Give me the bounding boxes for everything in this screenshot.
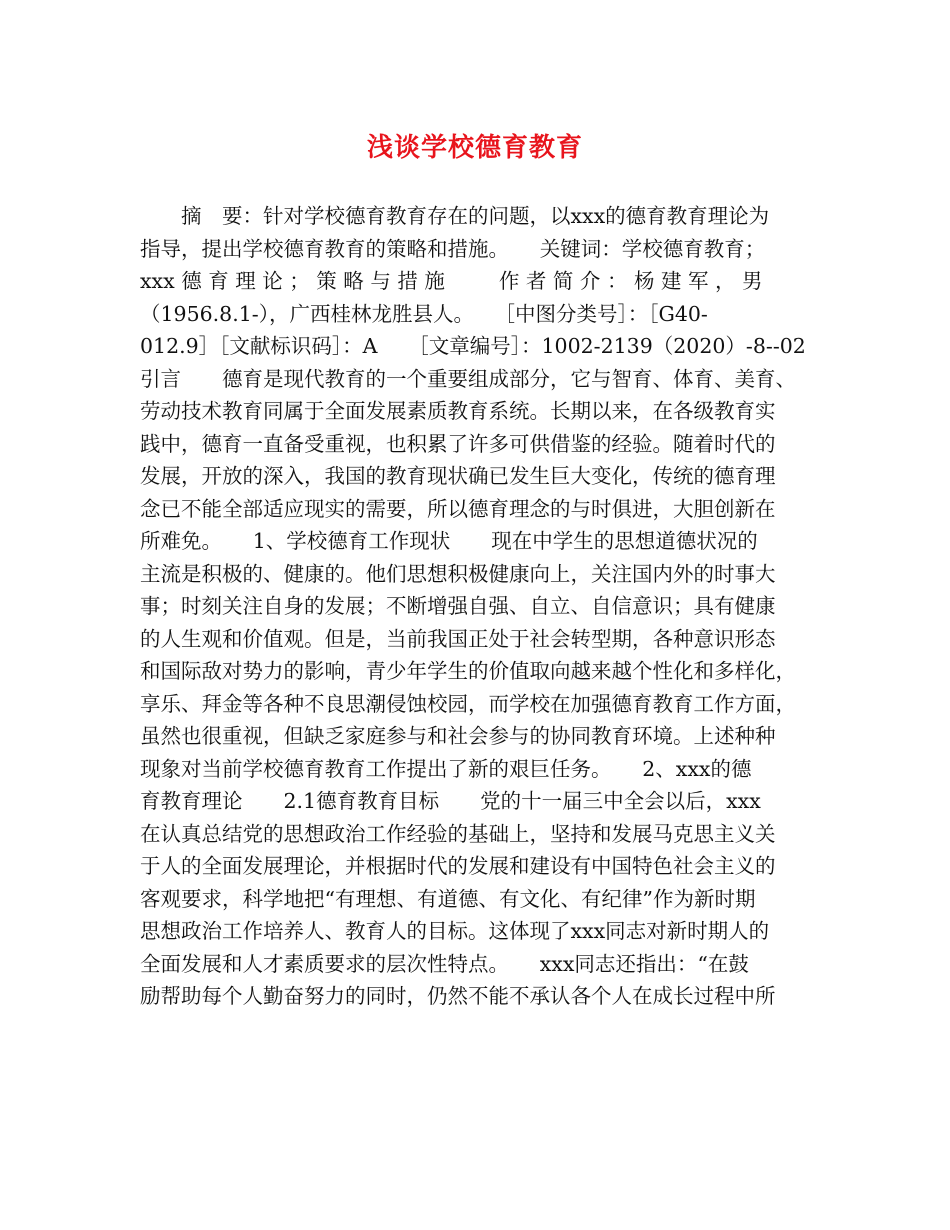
body-line: （1956.8.1-），广西桂林龙胜县人。 ［中图分类号］：［G40- (140, 301, 708, 326)
body-line: 主流是积极的、健康的。他们思想积极健康向上，关注国内外的时事大 (140, 561, 776, 586)
body-line: 事；时刻关注自身的发展；不断增强自强、自立、自信意识；具有健康 (140, 594, 776, 618)
body-line: 思想政治工作培养人、教育人的目标。这体现了xxx同志对新时期人的 (140, 919, 770, 943)
body-line: 的人生观和价值观。但是，当前我国正处于社会转型期，各种意识形态 (140, 626, 776, 651)
body-line: 客观要求，科学地把“有理想、有道德、有文化、有纪律”作为新时期 (140, 886, 756, 911)
body-line: 发展，开放的深入，我国的教育现状确已发生巨大变化，传统的德育理 (140, 464, 776, 488)
body-line: 践中，德育一直备受重视，也积累了许多可供借鉴的经验。随着时代的 (140, 431, 776, 456)
body-line: 享乐、拜金等各种不良思潮侵蚀校园，而学校在加强德育教育工作方面， (140, 691, 796, 716)
body-line: 育教育理论 2.1德育教育目标 党的十一届三中全会以后，xxx (140, 789, 761, 813)
body-line: 指导，提出学校德育教育的策略和措施。 关键词：学校德育教育； (140, 236, 766, 261)
body-line: 引言 德育是现代教育的一个重要组成部分，它与智育、体育、美育、 (140, 366, 796, 391)
body-line: 于人的全面发展理论，并根据时代的发展和建设有中国特色社会主义的 (140, 854, 776, 878)
body-line: 在认真总结党的思想政治工作经验的基础上，坚持和发展马克思主义关 (140, 821, 776, 846)
document-body (140, 200, 816, 1013)
body-line: 所难免。 1、学校德育工作现状 现在中学生的思想道德状况的 (140, 529, 758, 553)
document-title: 浅谈学校德育教育 (366, 133, 583, 163)
body-line: 和国际敌对势力的影响，青少年学生的价值取向越来越个性化和多样化， (140, 659, 796, 683)
body-line: 虽然也很重视，但缺乏家庭参与和社会参与的协同教育环境。上述种种 (140, 724, 776, 748)
body-line: 摘 要：针对学校德育教育存在的问题，以xxx的德育教育理论为 (140, 204, 770, 228)
body-line: 劳动技术教育同属于全面发展素质教育系统。长期以来，在各级教育实 (140, 399, 776, 423)
body-line: 012.9］［文献标识码］：A ［文章编号］：1002-2139（2020）-8--02 (140, 334, 806, 358)
body-line: 现象对当前学校德育教育工作提出了新的艰巨任务。 2、xxx的德 (140, 756, 752, 781)
body-line: 励帮助每个人勤奋努力的同时，仍然不能不承认各个人在成长过程中所 (140, 984, 776, 1008)
body-line: 全面发展和人才素质要求的层次性特点。 xxx同志还指出：“在鼓 (140, 951, 749, 976)
body-line: xxx 德 育 理 论 ； 策 略 与 措 施 作 者 简 介 ： 杨 建 军 ， 男 (140, 269, 763, 293)
body-line: 念已不能全部适应现实的需要，所以德育理念的与时俱进，大胆创新在 (140, 496, 776, 521)
